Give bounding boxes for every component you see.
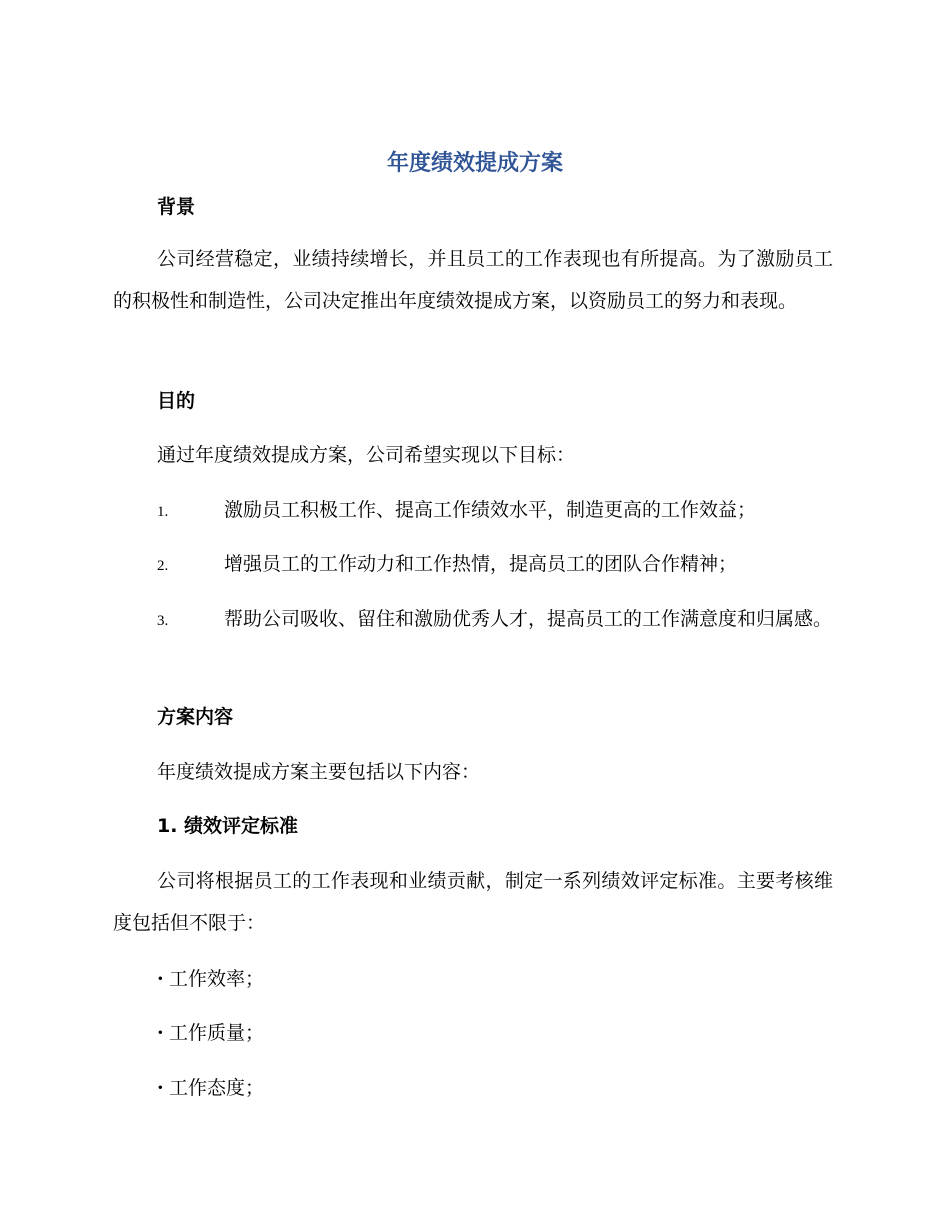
criteria-paragraph: 公司将根据员工的工作表现和业绩贡献，制定一系列绩效评定标准。主要考核维度包括但不限于： bbox=[113, 870, 833, 934]
purpose-list-item bbox=[113, 489, 833, 533]
list-number: 2. bbox=[157, 558, 169, 574]
bullet-item bbox=[113, 1073, 877, 1103]
purpose-list-item bbox=[113, 543, 833, 587]
section-heading-purpose: 目的 bbox=[157, 390, 196, 412]
bullet-dot-icon: · bbox=[157, 1077, 164, 1099]
section-heading-background: 背景 bbox=[157, 196, 196, 218]
bullet-dot-icon: · bbox=[157, 968, 164, 990]
section-heading-content: 方案内容 bbox=[157, 706, 234, 728]
bullet-text: 工作态度； bbox=[169, 1077, 265, 1099]
bullet-item bbox=[113, 964, 877, 994]
bullet-item bbox=[113, 1018, 877, 1048]
bullet-text: 工作效率； bbox=[169, 968, 265, 990]
list-text: 激励员工积极工作、提高工作绩效水平，制造更高的工作效益； bbox=[224, 499, 757, 521]
list-number: 1. bbox=[157, 504, 169, 520]
purpose-intro: 通过年度绩效提成方案，公司希望实现以下目标： bbox=[157, 444, 576, 466]
list-text: 增强员工的工作动力和工作热情，提高员工的团队合作精神； bbox=[224, 553, 738, 575]
bullet-dot-icon: · bbox=[157, 1022, 164, 1044]
document-title: 年度绩效提成方案 bbox=[386, 151, 563, 176]
subsection-heading-criteria: 1. 绩效评定标准 bbox=[157, 815, 299, 837]
list-text: 帮助公司吸收、留住和激励优秀人才，提高员工的工作满意度和归属感。 bbox=[224, 608, 833, 630]
list-number: 3. bbox=[157, 613, 169, 629]
content-intro: 年度绩效提成方案主要包括以下内容： bbox=[157, 761, 481, 783]
purpose-list-item bbox=[113, 598, 833, 642]
bullet-text: 工作质量； bbox=[169, 1022, 265, 1044]
background-paragraph: 公司经营稳定，业绩持续增长，并且员工的工作表现也有所提高。为了激励员工的积极性和制造性，公司决定推出年度绩效提成方案，以资励员工的努力和表现。 bbox=[113, 248, 833, 312]
